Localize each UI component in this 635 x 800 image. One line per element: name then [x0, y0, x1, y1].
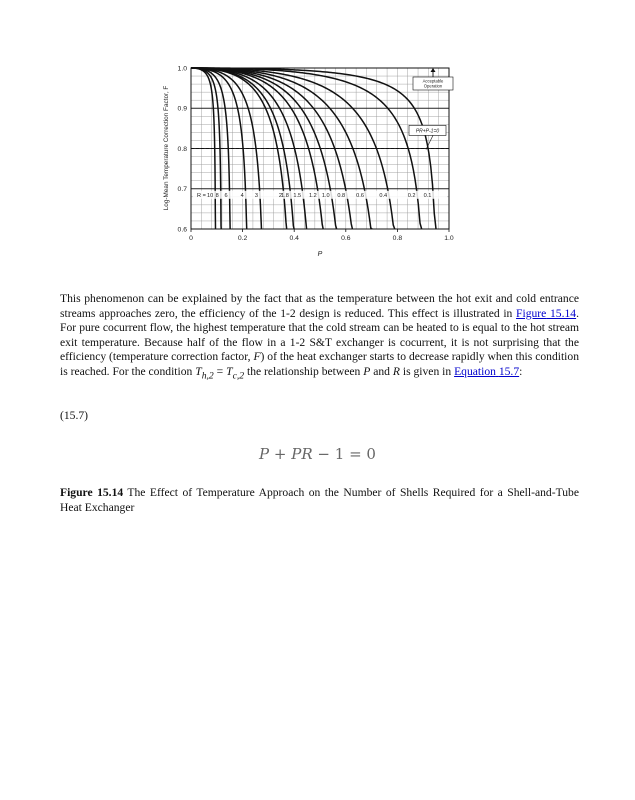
- equation-link-word: Equation: [454, 364, 496, 378]
- para-text-6: is given in: [399, 364, 455, 378]
- eq-equals: =: [344, 445, 367, 463]
- chart-frame: [178, 65, 454, 242]
- x-tick-label: 0: [189, 235, 193, 242]
- para-text-3: ) of the heat exchanger starts to decrease rapidly when this condition is reached. For the condition: [60, 350, 579, 378]
- para-text-2: . For pure cocurrent flow, the highest temperature that the cold stream can be heated to is equal to the hot stream exit temperature. Because half of the flow in a 1-2 S&T exchanger is cocurrent, it is not surprising that the efficiency (temperature correction factor,: [60, 306, 579, 364]
- r-label-8: 8: [215, 192, 219, 199]
- body-paragraph: [60, 292, 579, 384]
- r-label-1.8: 1.8: [281, 192, 289, 199]
- equation-link-number: 15.7: [498, 364, 520, 378]
- para-text-1: This phenomenon can be explained by the fact that as the temperature between the hot exit and cold entrance streams approaches zero, the efficiency of the 1-2 design is reduced. This effect is illustrated in: [60, 292, 579, 320]
- var-f: F: [253, 350, 261, 364]
- figure-15-14-chart: [160, 60, 480, 265]
- figure-link-number: 15.14: [550, 306, 577, 320]
- eq-minus: −: [312, 445, 335, 463]
- x-tick-label: 0.4: [289, 235, 299, 242]
- acceptable-label-2: Operation: [423, 83, 443, 89]
- y-tick-label: 0.9: [177, 105, 187, 113]
- r-label-0.4: 0.4: [379, 192, 388, 199]
- var-t-cold: T: [226, 364, 233, 378]
- figure-link-word: Figure: [516, 306, 547, 320]
- caption-text: The Effect of Temperature Approach on the Number of Shells Required for a Shell-and-Tube Heat Exchanger: [60, 486, 579, 514]
- eq-one: 1: [334, 445, 345, 463]
- figure-link[interactable]: [516, 307, 576, 320]
- r-label-3: 3: [254, 192, 259, 199]
- sub-h2: h,2: [201, 370, 214, 382]
- acceptable-label-1: Acceptable: [422, 78, 444, 84]
- x-tick-label: 1.0: [444, 235, 454, 242]
- r-label-prefix: R =: [197, 192, 206, 199]
- var-t-hot: T: [195, 364, 202, 378]
- eq-plus: +: [269, 445, 292, 463]
- r-label-0.2: 0.2: [407, 192, 416, 199]
- y-tick-label: 1.0: [177, 65, 187, 73]
- para-text-5: and: [370, 364, 393, 378]
- eq-zero: 0: [366, 445, 376, 463]
- r-label-0.8: 0.8: [337, 192, 346, 199]
- r-label-0.6: 0.6: [356, 192, 364, 199]
- eq-pr: PR: [291, 445, 313, 463]
- equation-link[interactable]: [454, 365, 519, 378]
- r-label-2: 2: [278, 192, 282, 199]
- var-r: R: [392, 364, 400, 378]
- r-label-1.2: 1.2: [308, 192, 317, 199]
- para-text-4: the relationship between: [244, 364, 364, 378]
- y-tick-label: 0.7: [177, 186, 187, 194]
- y-tick-label: 0.8: [177, 145, 187, 153]
- sub-c2: c,2: [232, 370, 245, 382]
- r-label-1.5: 1.5: [293, 192, 302, 199]
- caption-label: Figure 15.14: [60, 486, 124, 499]
- y-tick-label: 0.6: [177, 226, 187, 234]
- eq-sign: =: [213, 364, 227, 378]
- r-label-1.0: 1.0: [321, 192, 330, 199]
- eq-p: P: [259, 445, 270, 463]
- x-tick-label: 0.6: [341, 235, 351, 242]
- para-text-7: :: [519, 364, 523, 378]
- figure-caption: [60, 486, 579, 515]
- chart-y-axis-label: Log-Mean Temperature Correction Factor, F: [163, 85, 170, 211]
- equation-15-7: [0, 445, 635, 463]
- r-label-0.1: 0.1: [423, 192, 432, 199]
- r-label-6: 6: [224, 192, 228, 199]
- var-p: P: [363, 364, 371, 378]
- x-tick-label: 0.8: [392, 235, 403, 242]
- r-label-10: 10: [207, 192, 214, 199]
- x-tick-label: 0.2: [237, 235, 248, 242]
- r-label-4: 4: [240, 192, 244, 199]
- equation-number: (15.7): [60, 409, 89, 422]
- acceptable-arrow-head: [431, 68, 436, 72]
- chart-x-axis-label: P: [317, 251, 323, 258]
- pr-box-label: PR+P-1=0: [415, 128, 440, 135]
